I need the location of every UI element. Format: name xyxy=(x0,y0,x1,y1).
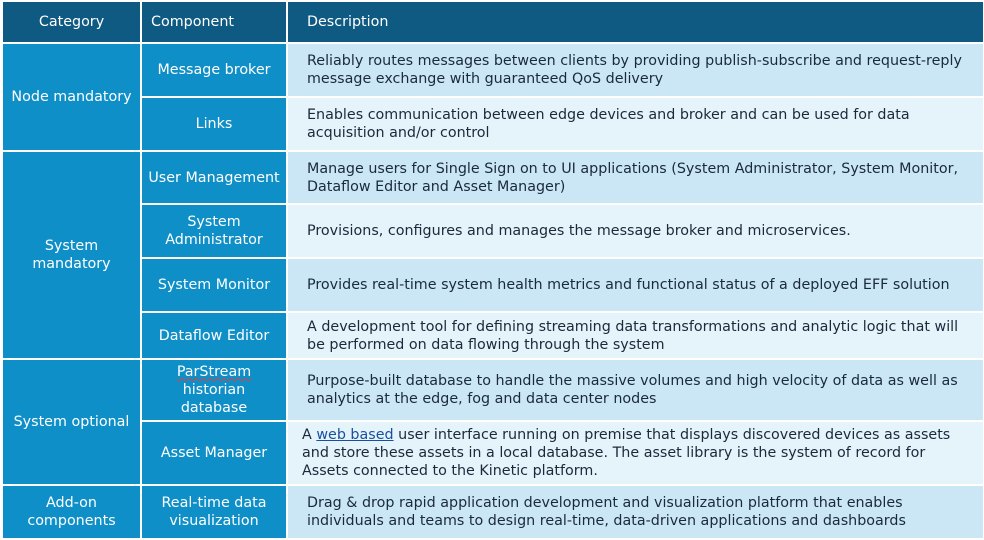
description-cell: Provisions, configures and manages the message broker and microservices. xyxy=(287,204,984,258)
component-cell: Message broker xyxy=(141,43,287,97)
component-name-part: historian database xyxy=(180,382,248,416)
table-row xyxy=(2,258,984,312)
component-table-container xyxy=(1,0,983,536)
category-cell: System optional xyxy=(2,359,141,485)
table-row xyxy=(2,97,984,151)
description-cell xyxy=(287,421,984,485)
description-cell: A development tool for defining streaming data transformations and analytic logic that will be performed on data flowing through the system xyxy=(287,312,984,359)
component-cell: Dataflow Editor xyxy=(141,312,287,359)
table-row xyxy=(2,151,984,204)
component-cell: Real-time data visualization xyxy=(141,485,287,539)
component-cell: System Administrator xyxy=(141,204,287,258)
table-row xyxy=(2,421,984,485)
header-row xyxy=(2,1,984,43)
component-cell xyxy=(141,359,287,421)
category-cell: Add-on components xyxy=(2,485,141,539)
description-cell: Drag & drop rapid application development and visualization platform that enables individuals and teams to design real-time, data-driven applications and dashboards xyxy=(287,485,984,539)
category-cell: System mandatory xyxy=(2,151,141,359)
table-row xyxy=(2,485,984,539)
description-cell: Manage users for Single Sign on to UI applications (System Administrator, System Monitor, Dataflow Editor and Asset Manager) xyxy=(287,151,984,204)
table-row xyxy=(2,359,984,421)
description-cell: Enables communication between edge devices and broker and can be used for data acquisition and/or control xyxy=(287,97,984,151)
table-row xyxy=(2,204,984,258)
header-category: Category xyxy=(2,1,141,43)
description-text: A xyxy=(302,427,317,443)
web-based-link[interactable]: web based xyxy=(316,427,394,443)
component-cell: User Management xyxy=(141,151,287,204)
description-text: user interface running on premise that displays discovered devices as assets and store these assets in a local database. The asset library is the system of record for Assets connected to the Kinetic platform. xyxy=(302,427,951,479)
description-cell: Provides real-time system health metrics and functional status of a deployed EFF solution xyxy=(287,258,984,312)
component-cell: Links xyxy=(141,97,287,151)
table-row xyxy=(2,312,984,359)
header-description: Description xyxy=(287,1,984,43)
table-row xyxy=(2,43,984,97)
component-table xyxy=(1,0,984,540)
component-name-part: ParStream xyxy=(176,364,252,380)
component-cell: System Monitor xyxy=(141,258,287,312)
component-cell: Asset Manager xyxy=(141,421,287,485)
category-cell: Node mandatory xyxy=(2,43,141,151)
description-cell: Purpose-built database to handle the massive volumes and high velocity of data as well as analytics at the edge, fog and data center nodes xyxy=(287,359,984,421)
description-cell: Reliably routes messages between clients by providing publish-subscribe and request-reply message exchange with guaranteed QoS delivery xyxy=(287,43,984,97)
header-component: Component xyxy=(141,1,287,43)
